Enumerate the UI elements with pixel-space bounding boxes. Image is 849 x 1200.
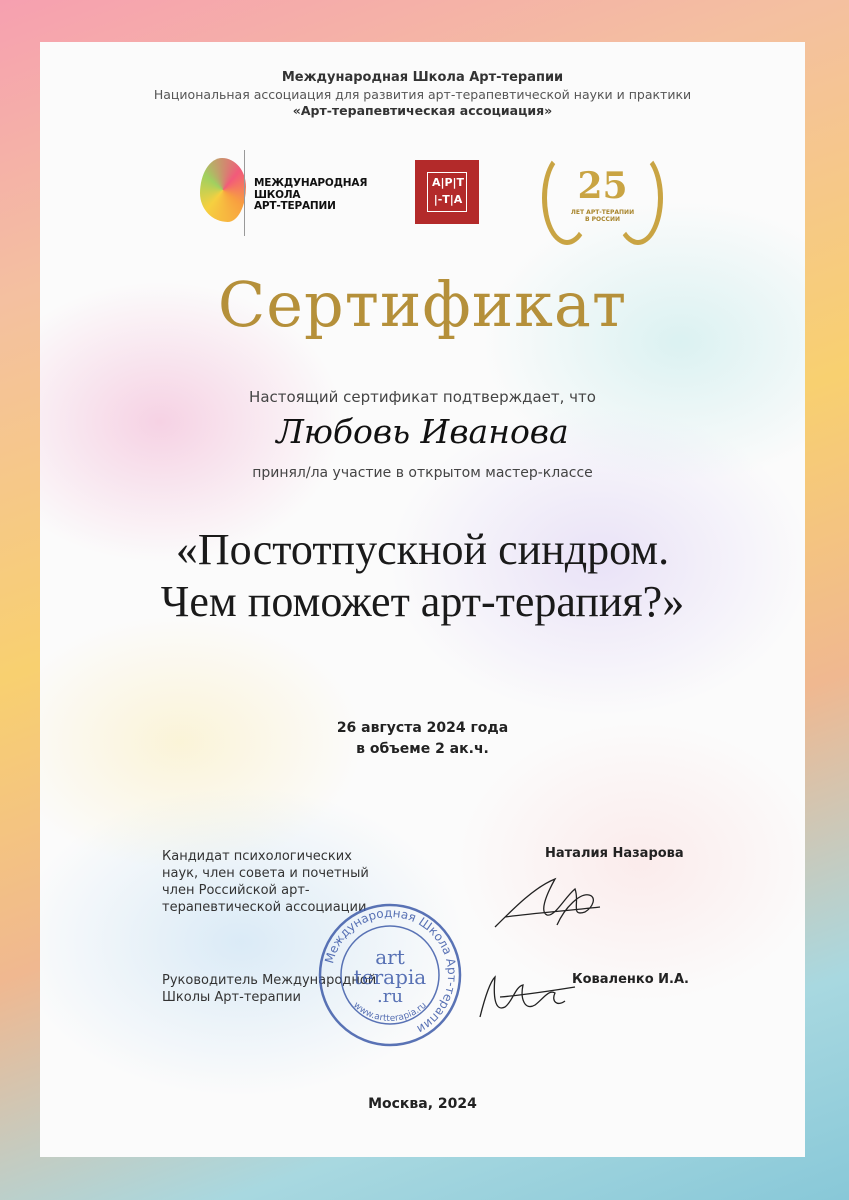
- signatory-1-role: Кандидат психологических наук, член совета и почетный член Российской арт-терапевтической ассоциации: [162, 849, 369, 915]
- signatory-2-name: Коваленко И.А.: [572, 972, 689, 987]
- logo-divider: [244, 150, 245, 236]
- stamp-ring-text: Международная Школа Арт-терапии: [322, 905, 460, 1037]
- signatory-2-role: Руководитель Международной Школы Арт-терапии: [162, 973, 377, 1005]
- anniversary-text: ЛЕТ АРТ-ТЕРАПИИ В РОССИИ: [570, 209, 635, 223]
- paint-blob-icon: [200, 158, 246, 222]
- signatory-1-name: Наталия Назарова: [545, 846, 684, 861]
- stamp-line-2: terapia: [353, 965, 427, 989]
- confirm-text: Настоящий сертификат подтверждает, что: [249, 388, 596, 406]
- school-logo-text: МЕЖДУНАРОДНАЯ ШКОЛА АРТ-ТЕРАПИИ: [254, 177, 368, 212]
- participation-text: принял/ла участие в открытом мастер-классе: [252, 465, 593, 481]
- header-association-name: «Арт-терапевтическая ассоциация»: [292, 103, 553, 118]
- school-logo: [200, 150, 370, 236]
- header-association: Национальная ассоциация для развития арт-терапевтической науки и практики: [153, 87, 692, 102]
- stamp-line-1: art: [375, 945, 405, 969]
- ata-logo-top: А|Р|Т: [431, 176, 465, 189]
- certificate-page: [40, 42, 805, 1157]
- ata-logo-bottom: |-Т|А: [433, 193, 463, 206]
- stamp-bottom-text: www.artterapia.ru: [351, 1000, 429, 1025]
- course-title: «Постотпускной синдром. Чем поможет арт-терапия?»: [160, 525, 685, 626]
- certificate-title: Сертификат: [217, 268, 628, 341]
- stamp-line-3: .ru: [377, 986, 403, 1007]
- ata-logo-frame: [427, 172, 467, 212]
- header-school-name: Международная Школа Арт-терапии: [281, 70, 564, 85]
- recipient-name: Любовь Иванова: [276, 412, 569, 451]
- city-year: Москва, 2024: [368, 1096, 477, 1112]
- anniversary-number: 25: [577, 165, 628, 207]
- school-stamp: [315, 900, 465, 1050]
- signature-1-icon: [485, 867, 605, 947]
- signature-2-icon: [465, 967, 585, 1037]
- event-date: 26 августа 2024 года в объеме 2 ак.ч.: [336, 720, 509, 757]
- ata-logo: [415, 160, 479, 224]
- anniversary-logo: [540, 147, 665, 242]
